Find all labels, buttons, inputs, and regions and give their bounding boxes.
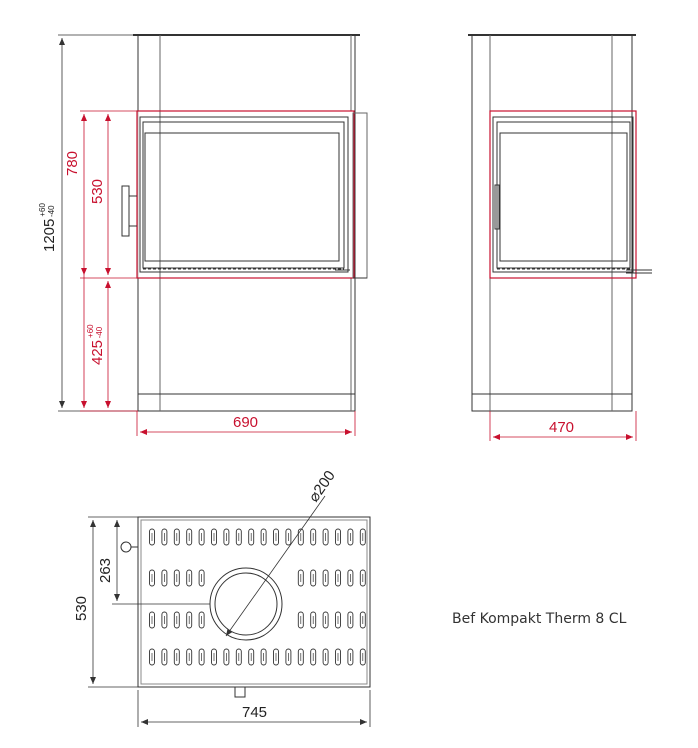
side-stove-body xyxy=(472,35,632,411)
door-top-height-label: 780 xyxy=(64,150,81,176)
front-width-label: 690 xyxy=(233,414,259,431)
total-height-label: $1205^{+60}-40$ xyxy=(38,203,58,252)
front-glass-panel xyxy=(145,133,339,261)
flue-offset-label: 263 xyxy=(97,557,114,583)
side-view xyxy=(468,35,652,411)
front-dimensions xyxy=(38,35,355,436)
front-door-frame xyxy=(137,111,354,278)
side-door-frame xyxy=(490,111,636,278)
flue-diameter-label: ⌀200 xyxy=(305,467,339,506)
flue-collar-outer xyxy=(210,568,282,640)
top-view xyxy=(121,496,370,697)
door-height-label: 530 xyxy=(89,178,106,204)
top-depth-label: 530 xyxy=(73,595,90,621)
air-inlet xyxy=(235,687,245,697)
side-depth-label: 470 xyxy=(549,419,575,436)
model-title: Bef Kompakt Therm 8 CL xyxy=(452,611,627,627)
top-knob xyxy=(121,542,131,552)
side-dimensions xyxy=(490,411,636,441)
side-glass-panel xyxy=(500,133,627,261)
front-stove-body xyxy=(138,35,355,411)
base-height-label: $425^{+60}-40$ xyxy=(86,324,106,365)
top-width-label: 745 xyxy=(242,704,268,721)
front-view xyxy=(122,35,367,411)
door-handle xyxy=(122,186,129,236)
